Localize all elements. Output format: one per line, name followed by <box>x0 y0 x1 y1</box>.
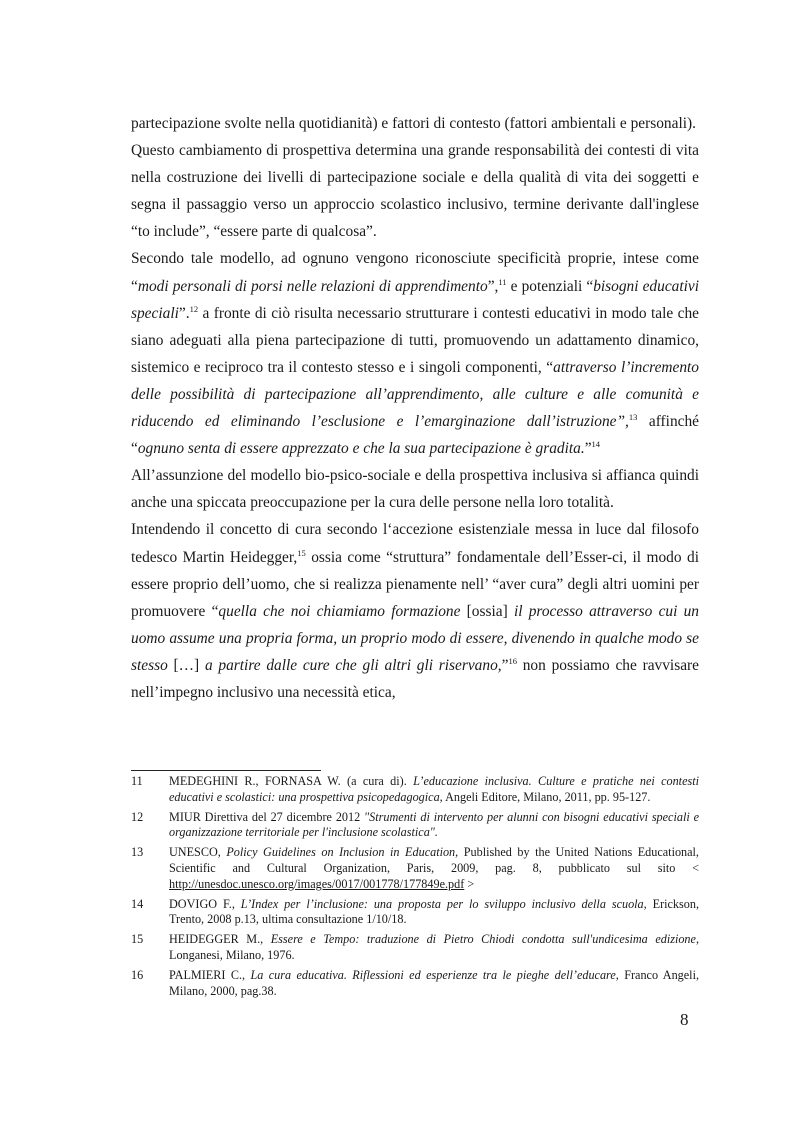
page-number: 8 <box>680 1010 689 1029</box>
footnote-text <box>169 810 699 842</box>
italic-text: La cura educativa. Riflessioni ed esperienze tra le pieghe dell’educare, <box>250 967 619 982</box>
italic-text: "Strumenti di intervento per alunni con bisogni educativi speciali e organizzazione territoriale per l'inclusione scolastica". <box>169 809 699 840</box>
footnote-text <box>169 774 699 806</box>
italic-text: ognuno senta di essere apprezzato e che la sua partecipazione è gradita. <box>137 440 585 458</box>
footnote-number: 14 <box>131 896 144 911</box>
footnote-text <box>169 845 699 892</box>
text-run: DOVIGO F., <box>169 896 241 911</box>
italic-text: attraverso l’incremento delle possibilità di partecipazione all’apprendimento, alle culture e alle comunità e riducendo ed eliminando l’esclusione e l’emarginazione dall’istruzione”, <box>131 358 700 431</box>
text-run: MIUR Direttiva del 27 dicembre 2012 <box>169 809 365 824</box>
footnote-number: 13 <box>131 845 144 860</box>
text-run: , Longanesi, Milano, 1976. <box>169 932 699 962</box>
footnote-number: 15 <box>131 932 144 947</box>
italic-text: bisogni educativi speciali <box>131 277 700 322</box>
text-run: MEDEGHINI R., FORNASA W. (a cura di). <box>169 774 414 788</box>
body-text <box>131 110 699 706</box>
footnote-text <box>169 897 699 929</box>
italic-text: Policy Guidelines on Inclusion in Education <box>226 845 456 860</box>
text-run: , Published by the United Nations Educational, Scientific and Cultural Organization, Paris, 2009, pag. 8, pubblicato sul sito < <box>169 845 699 875</box>
paragraph-1: partecipazione svolte nella quotidianità) e fattori di contesto (fattori ambientali e personali). <box>131 115 696 132</box>
footnote-ref: 16 <box>508 655 517 666</box>
italic-text: L’Index per l’inclusione: una proposta per lo sviluppo inclusivo della scuola <box>240 896 644 911</box>
source-link[interactable]: http://unesdoc.unesco.org/images/0017/001778/177849e.pdf <box>169 876 465 891</box>
text-run: ” <box>584 440 592 458</box>
italic-text: Essere e Tempo: traduzione di Pietro Chiodi condotta sull'undicesima edizione <box>270 932 696 947</box>
text-run: HEIDEGGER M., <box>169 932 271 947</box>
text-run: a fronte di ciò risulta necessario strutturare i contesti educativi in modo tale che siano adeguati alla piena partecipazione di tutti, promuovendo un adattamento dinamico, sistemico e reciproco tra il contesto stesso e i singoli componenti, “ <box>131 304 699 376</box>
footnote-ref: 15 <box>297 547 306 558</box>
text-run: affinché “ <box>131 413 699 458</box>
text-run: , Angeli Editore, Milano, 2011, pp. 95-127. <box>439 789 651 804</box>
footnote <box>131 932 699 964</box>
footnote-text <box>169 932 699 964</box>
footnote-number: 16 <box>131 967 144 982</box>
italic-text: il processo attraverso cui un uomo assume una propria forma, un proprio modo di essere, divenendo in qualche modo se stesso <box>131 602 699 674</box>
footnotes <box>131 774 699 1003</box>
footnote <box>131 845 699 892</box>
paragraph-5 <box>131 516 699 706</box>
paragraph-4: All’assunzione del modello bio-psico-sociale e della prospettiva inclusiva si affianca quindi anche una spiccata preoccupazione per la cura delle persone nella loro totalità. <box>131 467 699 512</box>
italic-text: L’educazione inclusiva. Culture e pratiche nei contesti educativi e scolastici: una prospettiva psicopedagogica <box>169 774 699 804</box>
text-run: […] <box>167 656 205 674</box>
text-run: , Erickson, Trento, 2008 p.13, ultima consultazione 1/10/18. <box>169 896 699 927</box>
text-run: ” <box>501 656 509 674</box>
footnote <box>131 968 699 1000</box>
text-run: ”. <box>178 304 190 322</box>
footnote-number: 11 <box>131 774 143 788</box>
italic-text: a partire dalle cure che gli altri gli riservano, <box>204 656 502 674</box>
footnote <box>131 774 699 806</box>
footnote-separator <box>131 770 321 771</box>
footnote-number: 12 <box>131 809 144 824</box>
footnote-ref: 11 <box>498 276 507 287</box>
footnote-text <box>169 968 699 1000</box>
footnote <box>131 897 699 929</box>
text-run: Secondo tale modello, ad ognuno vengono riconosciute specificità proprie, intese come “ <box>131 250 699 295</box>
text-run: UNESCO, <box>169 845 227 860</box>
footnote <box>131 810 699 842</box>
text-run: ”, <box>487 277 499 295</box>
italic-text: quella che noi chiamiamo formazione <box>218 602 461 620</box>
text-run: non possiamo che ravvisare nell’impegno inclusivo una necessità etica, <box>131 656 699 701</box>
text-run: Franco Angeli, Milano, 2000, pag.38. <box>169 967 700 998</box>
text-run: ossia come “struttura” fondamentale dell’Esser-ci, il modo di essere proprio dell’uomo, che si realizza pienamente nell’ “aver cura” degli altri uomini per promuovere “ <box>131 548 699 620</box>
text-run: Intendendo il concetto di cura secondo l‘accezione esistenziale messa in luce dal filosofo tedesco Martin Heidegger, <box>131 521 699 566</box>
text-run: e potenziali “ <box>506 277 594 295</box>
paragraph-2: Questo cambiamento di prospettiva determina una grande responsabilità dei contesti di vita nella costruzione dei livelli di partecipazione sociale e della qualità di vita dei soggetti e segna il passaggio verso un approccio scolastico inclusivo, termine derivante dall'inglese “to include”, “essere parte di qualcosa”. <box>131 142 699 241</box>
footnote-ref: 12 <box>189 303 199 314</box>
paragraph-3 <box>131 245 699 462</box>
text-run: PALMIERI C., <box>169 967 251 982</box>
italic-text: modi personali di porsi nelle relazioni di apprendimento <box>137 277 488 295</box>
text-run: > <box>464 876 475 891</box>
footnote-ref: 14 <box>591 439 601 449</box>
footnote-ref: 13 <box>628 411 638 422</box>
text-run: [ossia] <box>460 602 514 620</box>
